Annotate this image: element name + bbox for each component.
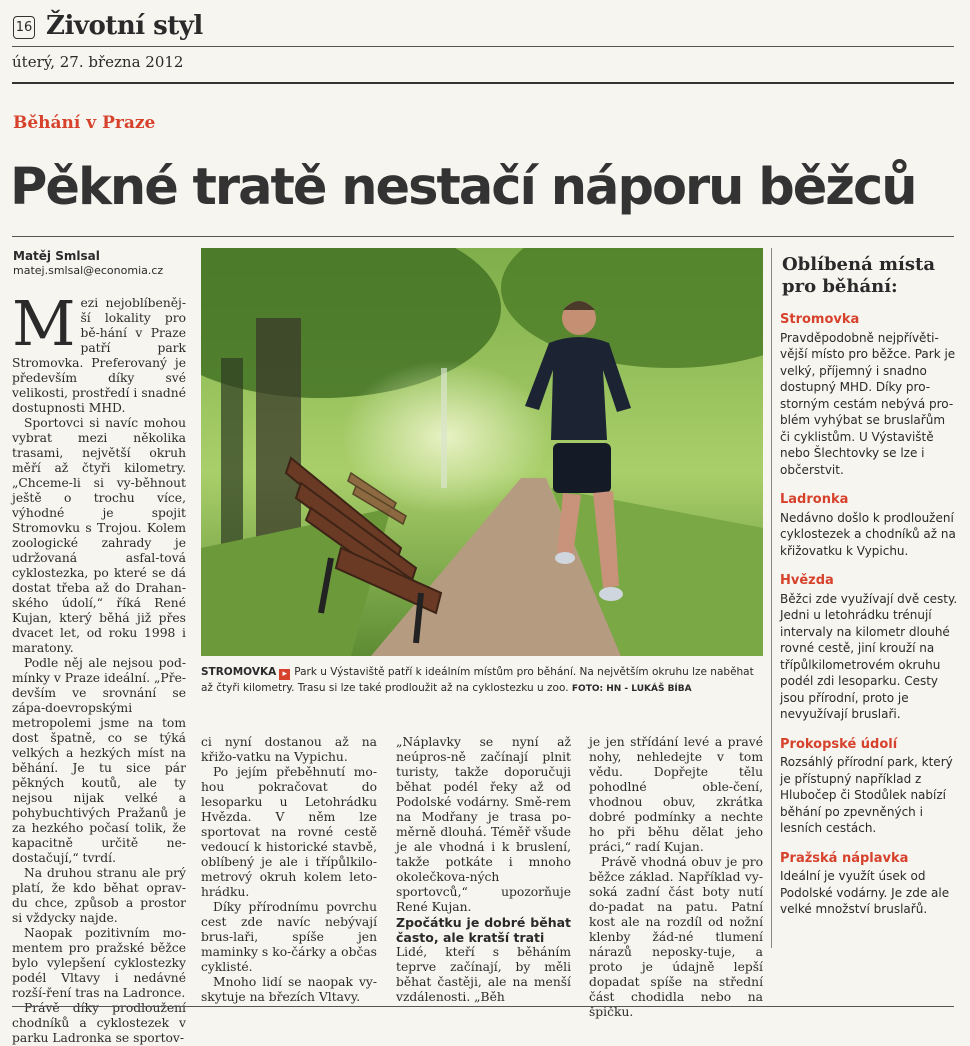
article-column-3 <box>396 735 571 1005</box>
article-kicker: Běhání v Praze <box>13 113 156 133</box>
sidebar-item-text: Ideální je využít úsek od Podolské vodárny. Je zde ale velké množství bruslařů. <box>780 869 950 916</box>
sidebar-item <box>780 492 958 559</box>
runner-in-park-illustration <box>201 248 763 656</box>
sidebar-title: Oblíbená místa pro běhání: <box>782 254 935 297</box>
sidebar-item <box>780 312 958 478</box>
sidebar-item <box>780 737 958 837</box>
paragraph: Díky přírodnímu povrchu cest zde navíc nebývají brus-laři, spíše jen maminky s ko-čárky a občas cyklisté. <box>201 900 377 974</box>
sidebar-item-heading: Ladronka <box>780 492 849 507</box>
drop-cap: M <box>12 287 76 360</box>
author-name: Matěj Smlsal <box>13 249 100 263</box>
caption-text: Park u Výstaviště patří k ideálním místům pro běhání. Na největším okruhu lze naběhat až čtyři kilometry. Trasu si lze také prodloužit až na cyklostezku u zoo. <box>201 666 754 694</box>
issue-date: úterý, 27. března 2012 <box>12 53 184 71</box>
article-subheading: Zpočátku je dobré běhat často, ale kratší trati <box>396 915 571 945</box>
sidebar-item-text: Rozsáhlý přírodní park, který je přístupný například z Hlubočep či Stodůlek nabízí běhání po zpevněných i lesních cestách. <box>780 755 953 835</box>
photo-caption <box>201 664 763 697</box>
caption-label: STROMOVKA <box>201 666 277 678</box>
sidebar-item <box>780 851 958 918</box>
sidebar-item-text: Pravděpodobně nejpřívěti-vější místo pro běžce. Park je velký, příjemný i snadno dostupný MHD. Díky pro-storným cestám nebývá pro-blém vyhýbat se bruslařům či cyklistům. U Výstaviště nebo Šlechtovky se lze i občerstvit. <box>780 330 956 477</box>
header-bottom-divider <box>12 82 954 84</box>
paragraph: Naopak pozitivním mo-mentem pro pražské běžce bylo vylepšení cyklostezky podél Vltavy i nedávné rozší-ření tras na Ladronce. <box>12 926 186 1000</box>
paragraph: ci nyní dostanou až na křižo-vatku na Vypichu. <box>201 735 377 764</box>
article-column-1 <box>12 287 186 1046</box>
article-column-2 <box>201 735 377 1005</box>
author-email: matej.smlsal@economia.cz <box>13 264 164 277</box>
sidebar-item-heading: Hvězda <box>780 573 834 588</box>
paragraph: Na druhou stranu ale prý platí, že kdo běhat oprav-du chce, způsob a prostor si vždycky najde. <box>12 866 186 925</box>
headline-divider <box>12 236 954 237</box>
paragraph: Sportovci si navíc mohou vybrat mezi několika trasami, největší okruh měří až čtyři kilometry. „Chceme-li si vy-běhnout ještě o trochu více, výhodné je spojit Stromovku s Trojou. Kolem zoologické zahrady je udržovaná asfal-tová cyklostezka, po které se dá dostat třeba až do Drahan-ského údolí,“ říká René Kujan, který běhá již přes dvacet let, od roku 1998 i maratony. <box>12 416 186 655</box>
paragraph: je jen střídání levé a pravé nohy, nehledejte v tom vědu. Dopřejte tělu pohodlné oble-čení, vhodnou obuv, zkrátka dobré podmínky a nechte ho při běhu dělat jeho práci,“ radí Kujan. <box>589 735 763 854</box>
sidebar-item <box>780 573 958 723</box>
header-divider <box>12 46 954 47</box>
paragraph: Právě díky prodloužení chodníků a cyklostezek v parku Ladronka se sportov- <box>12 1001 186 1045</box>
photo-credit: FOTO: HN - LUKÁŠ BÍBA <box>571 684 692 694</box>
page-number: 16 <box>13 16 35 39</box>
footer-divider <box>12 1006 954 1007</box>
sidebar-divider <box>771 248 772 948</box>
paragraph: ezi nejoblíbeněj-ší lokality pro bě-hání v Praze patří park Stromovka. Preferovaný je především díky své velikosti, prostředí i snadné dostupnosti MHD. <box>12 296 186 415</box>
sidebar-box <box>780 250 958 918</box>
paragraph: Lidé, kteří s běháním teprve začínají, by měli běhat častěji, ale na menší vzdálenosti. „Běh <box>396 945 571 1004</box>
sidebar-item-heading: Prokopské údolí <box>780 736 898 752</box>
sidebar-item-heading: Stromovka <box>780 312 860 327</box>
article-photo <box>201 248 763 656</box>
paragraph: Po jejím přeběhnutí mo-hou pokračovat do lesoparku u Letohrádku Hvězda. V něm lze sportovat na rovné cestě vedoucí k historické stavbě, oblíbený je ale i třípůlkilo-metrový okruh kolem leto-hrádku. <box>201 765 377 899</box>
paragraph: „Náplavky se nyní až neúpros-ně začínají plnit turisty, takže doporučuji běhat podél řeky až od Podolské vodárny. Smě-rem na Modřany je trasa po-měrně dlouhá. Téměř všude je ale vhodná i k bruslení, takže potkáte i mnoho okolečkova-ných sportovců,“ upozorňuje René Kujan. <box>396 735 571 914</box>
sidebar-item-heading: Pražská náplavka <box>780 850 909 866</box>
sidebar-item-text: Nedávno došlo k prodloužení cyklostezek a chodníků až na křižovatku k Vypichu. <box>780 510 956 558</box>
paragraph: Podle něj ale nejsou pod-mínky v Praze ideální. „Pře-devším ve srovnání se zápa-doevropskými metropolemi jsme na tom dost špatně, co se týká velkých a hezkých míst na běhání. Je tu sice pár pěkných koutů, ale ty nejsou nijak velké a pohybuchtivých Pražanů je za hezkého počasí tolik, že kapacitně určitě ne-dostačují,“ tvrdí. <box>12 656 186 865</box>
sidebar-item-text: Běžci zde využívají dvě cesty. Jedni u letohrádku trénují intervaly na kilometr dlouhé rovné cestě, jiní krouží na třípůlkilometrovém okruhu podél zdi lesoparku. Cesty jsou přírodní, proto je nevyužívají bruslaři. <box>780 591 958 721</box>
paragraph: Mnoho lidí se naopak vy-skytuje na březích Vltavy. <box>201 975 377 1004</box>
section-title: Životní styl <box>46 11 203 41</box>
caption-arrow-icon: ▸ <box>279 669 290 680</box>
article-column-4 <box>589 735 763 1020</box>
paragraph: Právě vhodná obuv je pro běžce základ. Například vy-soká zadní část boty nutí do-padat na patu. Patní kost ale na rozdíl od nožní klenby žád-né tlumení nárazů neposky-tuje, a proto je údajně lepší dopadat spíše na střední část chodidla nebo na špičku. <box>589 855 763 1019</box>
article-headline: Pěkné tratě nestačí náporu běžců <box>10 158 916 217</box>
